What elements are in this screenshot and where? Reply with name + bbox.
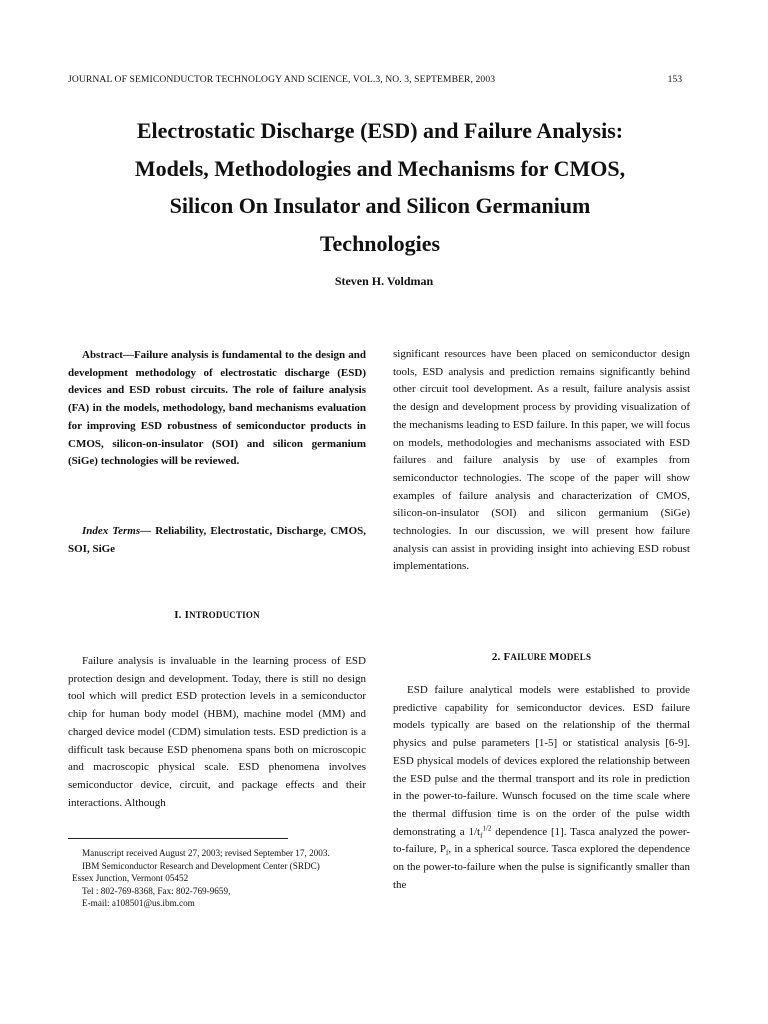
section-initial: F xyxy=(503,651,511,663)
footnote-phone: Tel : 802-769-8368, Fax: 802-769-9659, xyxy=(82,885,231,896)
introduction-paragraph xyxy=(68,653,366,812)
index-terms-text: Reliability, Electrostatic, Discharge, CMOS, SOI, SiGe xyxy=(68,525,366,555)
index-terms-dash: — xyxy=(140,525,152,537)
section-initial: I xyxy=(184,609,190,621)
footnote-affiliation: IBM Semiconductor Research and Development Center (SRDC) xyxy=(82,860,320,871)
right-para1-text: significant resources have been placed on semiconductor design tools, ESD analysis and prediction remains significantly behind other circuit tool development. As a result, failure analysis assist the design and development process by providing visualization of the mechanisms leading to ESD failure. In this paper, we will focus on models, methodologies and mechanisms associated with ESD failures and failure analysis by use of examples from semiconductor technologies. The scope of the paper will show examples of failure analysis and characterization of CMOS, silicon-on-insulator (SOI) and silicon germanium (SiGe) technologies. In our discussion, we will present how failure analysis can assist in providing insight into achieving ESD robust implementations. xyxy=(393,348,690,573)
section-heading-failure-models xyxy=(393,651,690,663)
subscript-f: f xyxy=(480,831,483,840)
section-smallcaps: NTRODUCTION xyxy=(189,610,260,620)
intro-text: Failure analysis is invaluable in the learning process of ESD protection design and development. Today, there is still no design tool which will predict ESD protection levels in a semiconductor chip for human body model (HBM), machine model (MM) and charged device model (CDM) simulation tests. ESD prediction is a difficult task because ESD phenomena spans both on microscopic and macroscopic physical scale. ESD phenomena involves semiconductor device, circuit, and package effects and their interactions. Although xyxy=(68,655,366,809)
section-heading-introduction xyxy=(68,609,366,621)
para2-part3: , in a spherical source. Tasca explored the dependence on the power-to-failure when the pulse is significantly smaller than the xyxy=(393,843,690,891)
title-line-4: Technologies xyxy=(319,230,441,256)
section-smallcaps: AILURE xyxy=(510,652,550,662)
journal-header: JOURNAL OF SEMICONDUCTOR TECHNOLOGY AND SCIENCE, VOL.3, NO. 3, SEPTEMBER, 2003 xyxy=(68,74,496,85)
abstract-text: Failure analysis is fundamental to the design and development methodology of electrostatic discharge (ESD) devices and ESD robust circuits. The role of failure analysis (FA) in the models, methodology, band mechanisms evaluation for improving ESD robustness of semiconductor products in CMOS, silicon-on-insulator (SOI) and silicon germanium (SiGe) technologies will be reviewed. xyxy=(68,349,366,468)
right-column-paragraph-1 xyxy=(393,346,690,576)
superscript-half: 1/2 xyxy=(482,823,492,832)
section-smallcaps: ODELS xyxy=(559,652,592,662)
footnote-divider xyxy=(68,838,288,839)
abstract-label: Abstract— xyxy=(82,349,134,361)
section-number: I. xyxy=(174,609,185,621)
paper-title xyxy=(60,112,700,262)
abstract xyxy=(68,347,366,471)
para2-part2: dependence [1]. Tasca analyzed the power-to-failure, P xyxy=(393,825,690,856)
footnote-email: E-mail: a108501@us.ibm.com xyxy=(82,898,195,909)
page-number: 153 xyxy=(667,74,682,85)
footnote-received: Manuscript received August 27, 2003; revised September 17, 2003. xyxy=(82,848,330,858)
failure-models-paragraph xyxy=(393,682,690,894)
para2-part1: ESD failure analytical models were established to provide predictive capability for semiconductor devices. ESD failure models typically are based on the relationship of the thermal physics and pulse parameters [1-5] or statistical analysis [6-9]. ESD physical models of devices explored the relationship between the ESD pulse and the thermal transport and its role in prediction in the power-to-failure. Wunsch focused on the time scale where the thermal diffusion time is on the order of the pulse width demonstrating a 1/t xyxy=(393,684,690,838)
author-name: Steven H. Voldman xyxy=(334,274,434,288)
section-number: 2. xyxy=(491,651,504,663)
title-line-1: Electrostatic Discharge (ESD) and Failure Analysis: xyxy=(136,118,624,143)
footnote-address: Essex Junction, Vermont 05452 xyxy=(72,873,189,884)
index-terms xyxy=(68,523,366,558)
subscript-f2: f xyxy=(446,849,449,858)
footnotes xyxy=(68,847,368,910)
title-line-2: Models, Methodologies and Mechanisms for CMOS, xyxy=(134,155,626,181)
title-line-3: Silicon On Insulator and Silicon Germanium xyxy=(169,193,591,218)
index-terms-label: Index Terms xyxy=(82,525,141,537)
section-initial: M xyxy=(549,651,560,663)
